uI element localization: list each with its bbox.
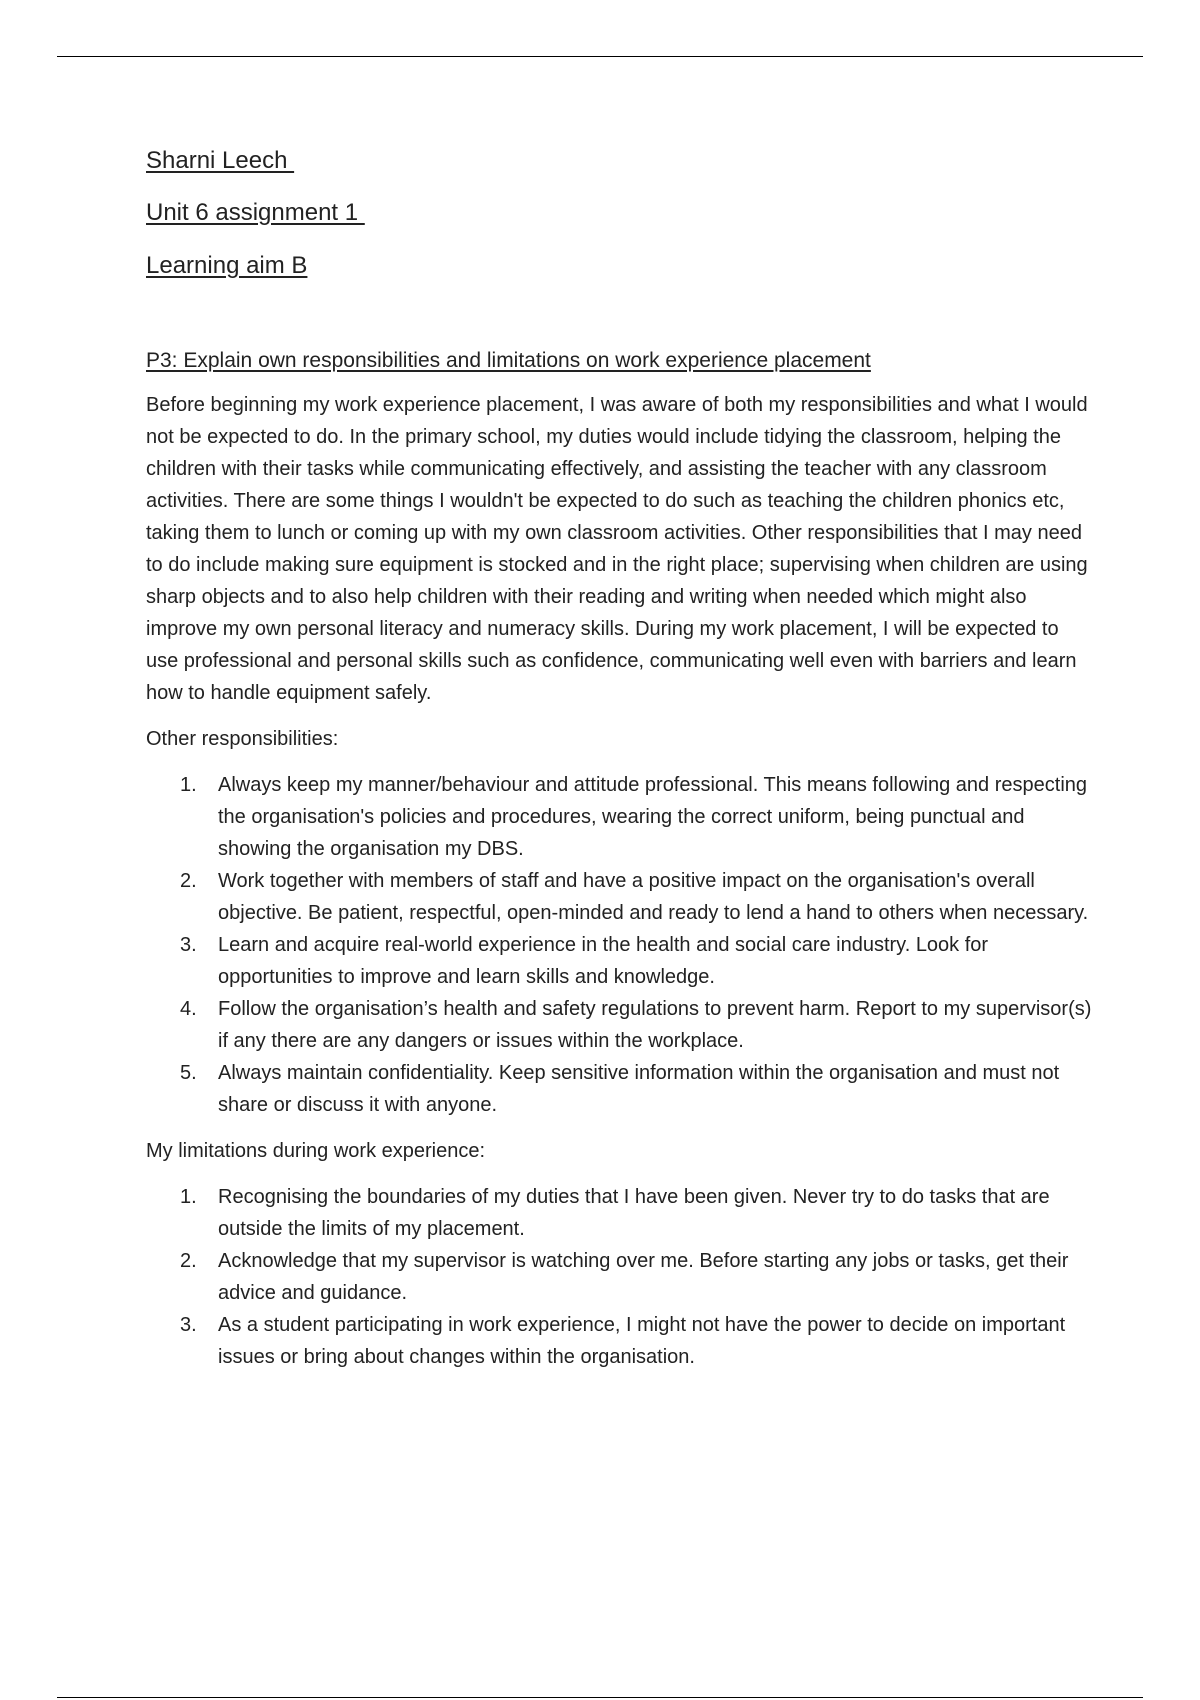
list-item-text: Always maintain confidentiality. Keep sensitive information within the organisation and must not share or discuss it with anyone. xyxy=(218,1062,1060,1116)
list-item-text: Follow the organisation’s health and safety regulations to prevent harm. Report to my supervisor(s) if any there are any dangers or issues within the workplace. xyxy=(218,998,1092,1052)
list-item xyxy=(146,1181,1096,1245)
bottom-rule xyxy=(57,1697,1143,1698)
responsibilities-list xyxy=(146,769,1096,1121)
list-item-text: Work together with members of staff and have a positive impact on the organisation's overall objective. Be patient, respectful, open-minded and ready to lend a hand to others when necessary. xyxy=(218,870,1089,924)
list-item xyxy=(146,865,1096,929)
list-item xyxy=(146,769,1096,865)
author-name: Sharni Leech xyxy=(146,147,295,174)
list-number: 2. xyxy=(180,870,197,892)
learning-aim: Learning aim B xyxy=(146,252,308,279)
list-item xyxy=(146,1309,1096,1373)
list-item-text: Acknowledge that my supervisor is watching over me. Before starting any jobs or tasks, get their advice and guidance. xyxy=(218,1250,1069,1304)
list-number: 2. xyxy=(180,1250,197,1272)
list-number: 3. xyxy=(180,934,197,956)
unit-title: Unit 6 assignment 1 xyxy=(146,199,365,226)
responsibilities-heading: Other responsibilities: xyxy=(146,728,339,750)
list-item xyxy=(146,1245,1096,1309)
list-item xyxy=(146,929,1096,993)
top-rule xyxy=(57,56,1143,57)
list-number: 1. xyxy=(180,774,197,796)
list-item-text: Recognising the boundaries of my duties that I have been given. Never try to do tasks that are outside the limits of my placement. xyxy=(218,1186,1050,1240)
list-item xyxy=(146,1057,1096,1121)
limitations-list xyxy=(146,1181,1096,1373)
list-item-text: Always keep my manner/behaviour and attitude professional. This means following and respecting the organisation's policies and procedures, wearing the correct uniform, being punctual and showing the organisation my DBS. xyxy=(218,774,1088,860)
list-number: 3. xyxy=(180,1314,197,1336)
list-item-text: As a student participating in work experience, I might not have the power to decide on important issues or bring about changes within the organisation. xyxy=(218,1314,1066,1368)
list-item-text: Learn and acquire real-world experience in the health and social care industry. Look for opportunities to improve and learn skills and knowledge. xyxy=(218,934,989,988)
section-title: P3: Explain own responsibilities and limitations on work experience placement xyxy=(146,349,871,372)
list-number: 1. xyxy=(180,1186,197,1208)
list-item xyxy=(146,993,1096,1057)
limitations-heading: My limitations during work experience: xyxy=(146,1140,486,1162)
intro-paragraph: Before beginning my work experience placement, I was aware of both my responsibilities and what I would not be expected to do. In the primary school, my duties would include tidying the classroom, helping the children with their tasks while communicating effectively, and assisting the teacher with any classroom activities. There are some things I wouldn't be expected to do such as teaching the children phonics etc, taking them to lunch or coming up with my own classroom activities. Other responsibilities that I may need to do include making sure equipment is stocked and in the right place; supervising when children are using sharp objects and to also help children with their reading and writing when needed which might also improve my own personal literacy and numeracy skills. During my work placement, I will be expected to use professional and personal skills such as confidence, communicating well even with barriers and learn how to handle equipment safely. xyxy=(146,394,1088,704)
list-number: 4. xyxy=(180,998,197,1020)
list-number: 5. xyxy=(180,1062,197,1084)
document-body xyxy=(146,146,1096,1387)
